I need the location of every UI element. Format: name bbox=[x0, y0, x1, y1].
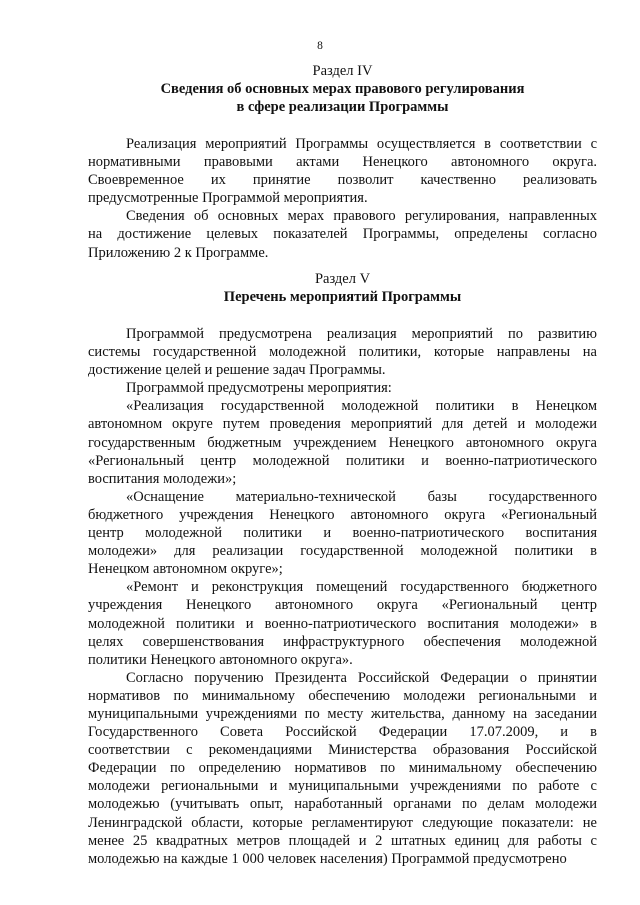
page-number: 8 bbox=[317, 40, 323, 52]
paragraph bbox=[88, 135, 597, 207]
text-line: молодежи» для реализации государственной молодежной политики в bbox=[88, 543, 597, 560]
section-5-title: Перечень мероприятий Программы bbox=[223, 289, 462, 305]
section-5-body bbox=[88, 325, 597, 868]
text-line: нормативов по минимальному обеспечению молодежи региональными и bbox=[88, 687, 597, 704]
text-line: муниципальными учреждениями по месту жительства, данному на заседании bbox=[88, 705, 597, 722]
text-line: Ненецком автономном округе»; bbox=[88, 561, 283, 578]
text-line: «Региональный центр молодежной политики и военно-патриотического bbox=[88, 452, 597, 469]
text-line: Приложению 2 к Программе. bbox=[88, 244, 269, 261]
text-line: соответствии с рекомендациями Министерства образования Российской bbox=[88, 742, 597, 759]
text-line: Реализация мероприятий Программы осуществляется в соответствии с bbox=[126, 136, 597, 152]
text-line: на достижение целевых показателей Программы, определены согласно bbox=[88, 226, 597, 243]
text-line: Сведения об основных мерах правового регулирования, направленных bbox=[126, 208, 597, 225]
text-line: молодежной политики и военно-патриотического воспитания молодежи» в bbox=[88, 615, 597, 632]
section-4-heading bbox=[88, 62, 597, 116]
text-line: молодежи региональными и муниципальными учреждениями по работе с bbox=[88, 778, 597, 795]
section-4-body bbox=[88, 135, 597, 262]
text-line: системы государственной молодежной политики, которые направлены на bbox=[88, 344, 597, 361]
text-line: целях совершенствования инфраструктурного обеспечения молодежной bbox=[88, 633, 597, 650]
paragraph bbox=[88, 578, 597, 668]
text-line: воспитания молодежи»; bbox=[88, 470, 237, 487]
text-line: государственным бюджетным учреждением Ненецкого автономного округа bbox=[88, 434, 597, 451]
paragraph bbox=[88, 379, 597, 397]
section-4-title-line-2: в сфере реализации Программы bbox=[236, 99, 449, 115]
text-line: автономном округе путем проведения мероприятий для детей и молодежи bbox=[88, 416, 597, 433]
text-line: центр молодежной политики и военно-патриотического воспитания bbox=[88, 525, 597, 542]
text-line: бюджетного учреждения Ненецкого автономного округа «Региональный bbox=[88, 506, 597, 523]
text-line: предусмотренные Программой мероприятия. bbox=[88, 190, 368, 207]
section-4-title-line-1: Сведения об основных мерах правового регулирования bbox=[160, 81, 525, 97]
section-5-heading bbox=[88, 270, 597, 306]
paragraph bbox=[88, 669, 597, 868]
text-line: Своевременное их принятие позволит качественно реализовать bbox=[88, 172, 597, 189]
paragraph bbox=[88, 397, 597, 487]
text-line: «Оснащение материально-технической базы государственного bbox=[126, 488, 597, 505]
text-line: «Реализация государственной молодежной политики в Ненецком bbox=[126, 398, 597, 415]
section-4-label: Раздел IV bbox=[312, 63, 373, 79]
text-line: политики Ненецкого автономного округа». bbox=[88, 651, 353, 668]
text-line: Ленинградской области, которые регламентируют следующие показатели: не bbox=[88, 814, 597, 831]
paragraph bbox=[88, 207, 597, 261]
text-line: Федерации по определению нормативов по минимальному обеспечению bbox=[88, 760, 597, 777]
text-line: молодежью на каждые 1 000 человек населения) Программой предусмотрено bbox=[88, 850, 567, 867]
text-line: «Ремонт и реконструкция помещений государственного бюджетного bbox=[126, 579, 597, 596]
text-line: учреждения Ненецкого автономного округа «Региональный центр bbox=[88, 597, 597, 614]
text-line: Государственного Совета Российской Федерации 17.07.2009, и в bbox=[88, 724, 597, 741]
paragraph bbox=[88, 488, 597, 578]
paragraph bbox=[88, 325, 597, 379]
text-line: Программой предусмотрена реализация мероприятий по развитию bbox=[126, 326, 597, 342]
section-5-label: Раздел V bbox=[314, 271, 371, 287]
text-line: Согласно поручению Президента Российской Федерации о принятии bbox=[126, 669, 597, 686]
text-line: менее 25 квадратных метров площадей и 2 штатных единиц для работы с bbox=[88, 832, 597, 849]
text-line: молодежью (учитывать опыт, наработанный органами по делам молодежи bbox=[88, 796, 597, 813]
text-line: Программой предусмотрены мероприятия: bbox=[126, 380, 392, 397]
text-line: нормативными правовыми актами Ненецкого автономного округа. bbox=[88, 154, 597, 171]
text-line: достижение целей и решение задач Программы. bbox=[88, 362, 386, 379]
